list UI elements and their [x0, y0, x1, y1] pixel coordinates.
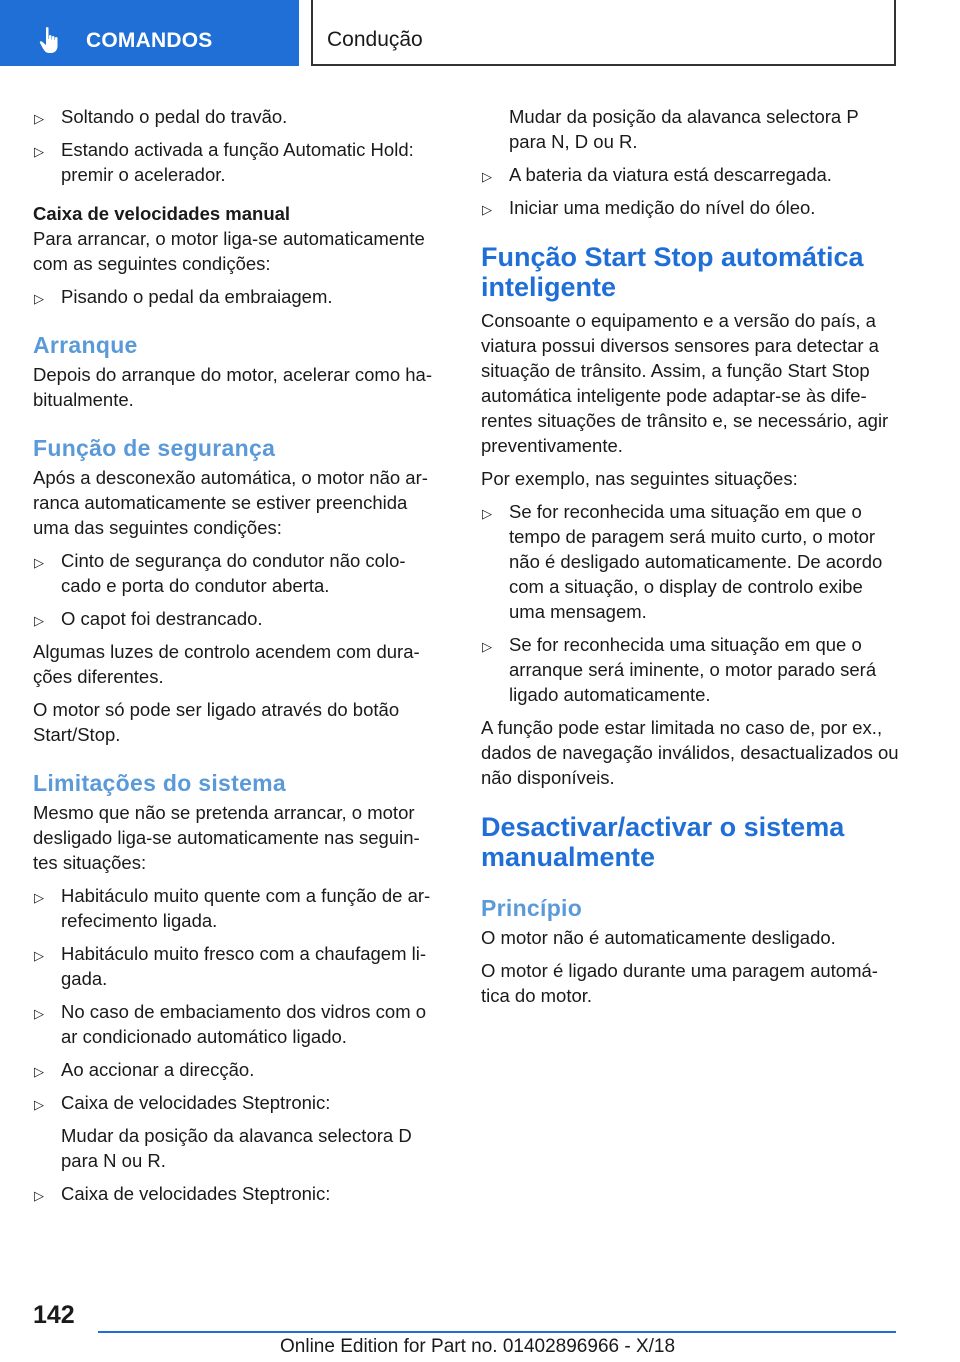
- bullet-triangle-icon: ▷: [34, 890, 44, 905]
- bullet-triangle-icon: ▷: [482, 202, 492, 217]
- section-heading: Princípio: [481, 895, 583, 921]
- bullet-triangle-icon: ▷: [482, 506, 492, 521]
- bullet-triangle-icon: ▷: [34, 144, 44, 159]
- paragraph: Algumas luzes de controlo acendem com dura-ções diferentes.: [33, 641, 420, 687]
- pointing-hand-icon: [38, 26, 64, 54]
- section-header: [311, 0, 896, 66]
- chapter-label: COMANDOS: [86, 29, 213, 52]
- page-number: 142: [33, 1301, 75, 1329]
- bullet-triangle-icon: ▷: [34, 1006, 44, 1021]
- chapter-tab: [0, 0, 299, 66]
- bullet-triangle-icon: ▷: [482, 169, 492, 184]
- list-item: ▷ Habitáculo muito fresco com a chaufagem li-gada.: [34, 943, 427, 989]
- list-item: ▷ Caixa de velocidades Steptronic:: [33, 1090, 443, 1115]
- paragraph: O motor é ligado durante uma paragem automá-tica do motor.: [481, 960, 878, 1006]
- list-item: ▷ Se for reconhecida uma situação em que o arranque será iminente, o motor parado será ligado automaticamente.: [482, 634, 877, 705]
- list-item: ▷ Caixa de velocidades Steptronic:: [33, 1181, 443, 1206]
- paragraph: Mesmo que não se pretenda arrancar, o motor desligado liga-se automaticamente nas seguin-tes situações:: [33, 802, 420, 873]
- right-column: [481, 104, 899, 1016]
- paragraph: Para arrancar, o motor liga-se automaticamente com as seguintes condições:: [33, 228, 425, 274]
- list-item: ▷ A bateria da viatura está descarregada.: [481, 162, 899, 187]
- paragraph: O motor não é automaticamente desligado.: [481, 927, 836, 948]
- left-column: [33, 104, 443, 1214]
- chapter-heading: Função Start Stop automática inteligente: [481, 242, 864, 302]
- bullet-triangle-icon: ▷: [482, 639, 492, 654]
- subsection-title: Caixa de velocidades manual: [33, 203, 291, 224]
- bullet-triangle-icon: ▷: [34, 1188, 44, 1203]
- section-heading: Função de segurança: [33, 435, 276, 461]
- list-item: ▷ Pisando o pedal da embraiagem.: [33, 284, 443, 309]
- section-heading: Limitações do sistema: [33, 770, 286, 796]
- bullet-triangle-icon: ▷: [34, 111, 44, 126]
- section-heading: Arranque: [33, 332, 138, 358]
- bullet-triangle-icon: ▷: [34, 291, 44, 306]
- paragraph: Depois do arranque do motor, acelerar como ha-bitualmente.: [33, 364, 432, 410]
- paragraph: A função pode estar limitada no caso de, por ex., dados de navegação inválidos, desactualizados ou não disponíveis.: [481, 717, 899, 788]
- list-item: ▷ Soltando o pedal do travão.: [33, 104, 443, 129]
- footer-edition: Online Edition for Part no. 01402896966 - X/18: [280, 1336, 676, 1357]
- indented-note: Mudar da posição da alavanca selectora D para N ou R.: [61, 1125, 412, 1171]
- section-title: Condução: [327, 28, 423, 51]
- list-item: ▷ No caso de embaciamento dos vidros com o ar condicionado automático ligado.: [34, 1001, 427, 1047]
- list-item: ▷ Se for reconhecida uma situação em que o tempo de paragem será muito curto, o motor não é desligado automaticamente. De acordo com a situação, o display de controlo exibe uma mensagem.: [482, 501, 883, 622]
- list-item: ▷ Ao accionar a direcção.: [33, 1057, 443, 1082]
- bullet-triangle-icon: ▷: [34, 1097, 44, 1112]
- bullet-triangle-icon: ▷: [34, 613, 44, 628]
- list-item: ▷ Estando activada a função Automatic Hold: premir o acelerador.: [34, 139, 414, 185]
- paragraph: Consoante o equipamento e a versão do país, a viatura possui diversos sensores para detectar a situação de trânsito. Assim, a função Start Stop automática inteligente pode adaptar-se às dife-rentes situações de trânsito e, se necessário, agir preventivamente.: [481, 310, 889, 456]
- chapter-heading: Desactivar/activar o sistema manualmente: [481, 812, 845, 872]
- bullet-triangle-icon: ▷: [34, 1064, 44, 1079]
- list-item: ▷ Iniciar uma medição do nível do óleo.: [481, 195, 899, 220]
- paragraph: O motor só pode ser ligado através do botão Start/Stop.: [33, 699, 400, 745]
- bullet-triangle-icon: ▷: [34, 948, 44, 963]
- indented-note: Mudar da posição da alavanca selectora P para N, D ou R.: [509, 106, 859, 152]
- list-item: ▷ O capot foi destrancado.: [33, 606, 443, 631]
- paragraph: Por exemplo, nas seguintes situações:: [481, 468, 798, 489]
- bullet-triangle-icon: ▷: [34, 555, 44, 570]
- footer-divider: [98, 1331, 896, 1333]
- paragraph: Após a desconexão automática, o motor não ar-ranca automaticamente se estiver preenchida uma das seguintes condições:: [33, 467, 428, 538]
- list-item: ▷ Cinto de segurança do condutor não colo-cado e porta do condutor aberta.: [34, 550, 406, 596]
- list-item: ▷ Habitáculo muito quente com a função de ar-refecimento ligada.: [34, 885, 431, 931]
